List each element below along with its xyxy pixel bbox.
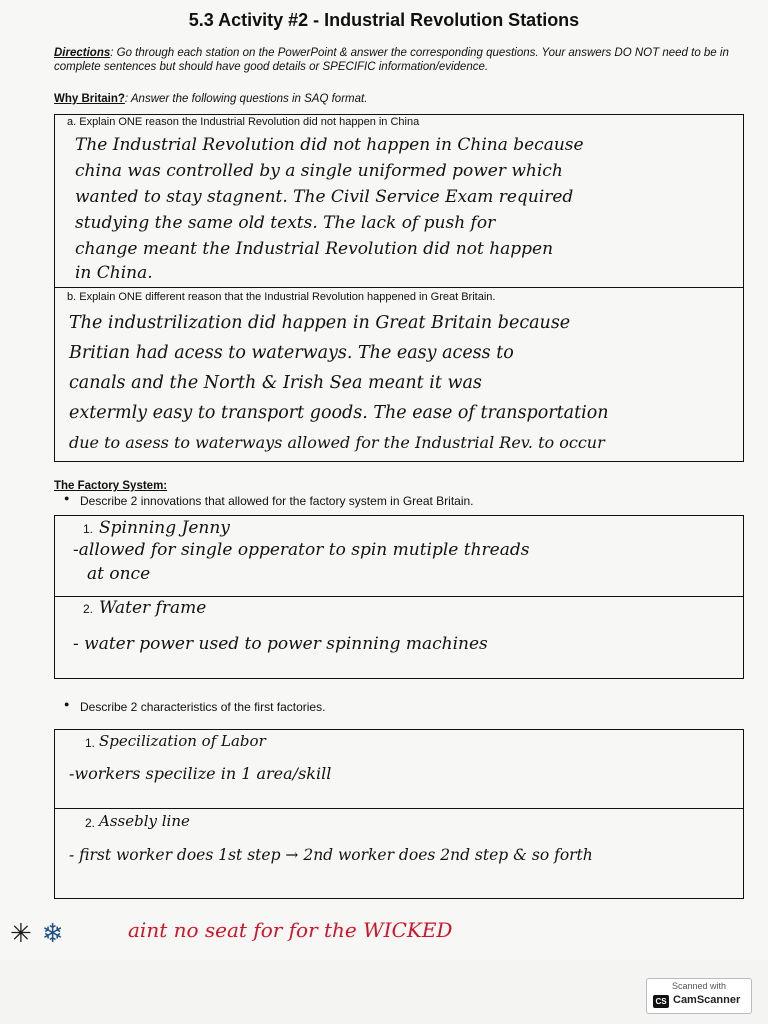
answer-a-line: The Industrial Revolution did not happen in China because	[75, 135, 584, 155]
watermark-caption: Scanned with	[671, 981, 727, 991]
divider	[55, 287, 743, 288]
characteristic-name: Assebly line	[99, 812, 190, 830]
innovation-number: 2.	[83, 602, 94, 616]
characteristic-number: 1.	[85, 736, 96, 750]
characteristics-box	[54, 729, 744, 899]
innovation-line: -allowed for single opperator to spin mutiple threads	[73, 540, 530, 560]
snowflake-icon: ❄	[41, 918, 64, 948]
answer-b-line: Britian had acess to waterways. The easy acess to	[69, 343, 514, 363]
innovation-line: at once	[87, 564, 151, 584]
answer-a-line: china was controlled by a single uniformed power which	[75, 161, 563, 181]
answer-a-line: in China.	[75, 263, 153, 283]
answer-b-line: canals and the North & Irish Sea meant it was	[69, 373, 482, 393]
directions-text: : Go through each station on the PowerPoint & answer the corresponding questions. Your answers DO NOT need to be in complete sentences but should have good details or SPECIFIC information/evidence.	[54, 47, 729, 73]
answer-a-line: wanted to stay stagnent. The Civil Service Exam required	[75, 187, 574, 207]
why-britain-instruction: : Answer the following questions in SAQ format.	[124, 93, 368, 105]
characteristic-number: 2.	[85, 816, 96, 830]
characteristic-line: -workers specilize in 1 area/skill	[69, 764, 332, 783]
doodle-stars	[10, 918, 64, 949]
innovation-name: Spinning Jenny	[99, 518, 230, 538]
question-b: b. Explain ONE different reason that the Industrial Revolution happened in Great Britain.	[67, 291, 496, 303]
page-title: 5.3 Activity #2 - Industrial Revolution Stations	[188, 10, 580, 30]
answer-b-line: extermly easy to transport goods. The ease of transportation	[69, 403, 609, 423]
red-handwritten-note: aint no seat for for the WICKED	[128, 918, 453, 942]
camscanner-watermark	[646, 978, 752, 1014]
characteristic-line: - first worker does 1st step → 2nd worker does 2nd step & so forth	[69, 846, 593, 864]
why-britain-heading: Why Britain?: Answer the following questions in SAQ format.	[54, 93, 368, 105]
innovation-line: - water power used to power spinning machines	[73, 634, 488, 654]
bullet-characteristics: ● Describe 2 characteristics of the first factories.	[80, 700, 325, 714]
directions-label: Directions	[54, 47, 111, 59]
divider	[55, 808, 743, 809]
question-a: a. Explain ONE reason the Industrial Revolution did not happen in China	[67, 116, 420, 128]
bullet-innovations: ● Describe 2 innovations that allowed for the factory system in Great Britain.	[80, 494, 474, 508]
divider	[55, 596, 743, 597]
innovations-box	[54, 515, 744, 679]
characteristic-name: Specilization of Labor	[99, 732, 266, 750]
watermark-name: CamScanner	[673, 994, 741, 1006]
answer-a-line: change meant the Industrial Revolution did not happen	[75, 239, 554, 259]
innovation-name: Water frame	[99, 598, 207, 618]
why-britain-box	[54, 114, 744, 462]
answer-b-line: The industrilization did happen in Great Britain because	[69, 313, 571, 333]
directions	[54, 46, 744, 74]
answer-b-line: due to asess to waterways allowed for the Industrial Rev. to occur	[69, 433, 605, 452]
asterisk-icon: ✳	[10, 918, 32, 948]
answer-a-line: studying the same old texts. The lack of push for	[75, 213, 496, 233]
camscanner-logo-icon: CS	[653, 995, 669, 1008]
factory-heading: The Factory System:	[54, 480, 168, 492]
innovation-number: 1.	[83, 522, 94, 536]
